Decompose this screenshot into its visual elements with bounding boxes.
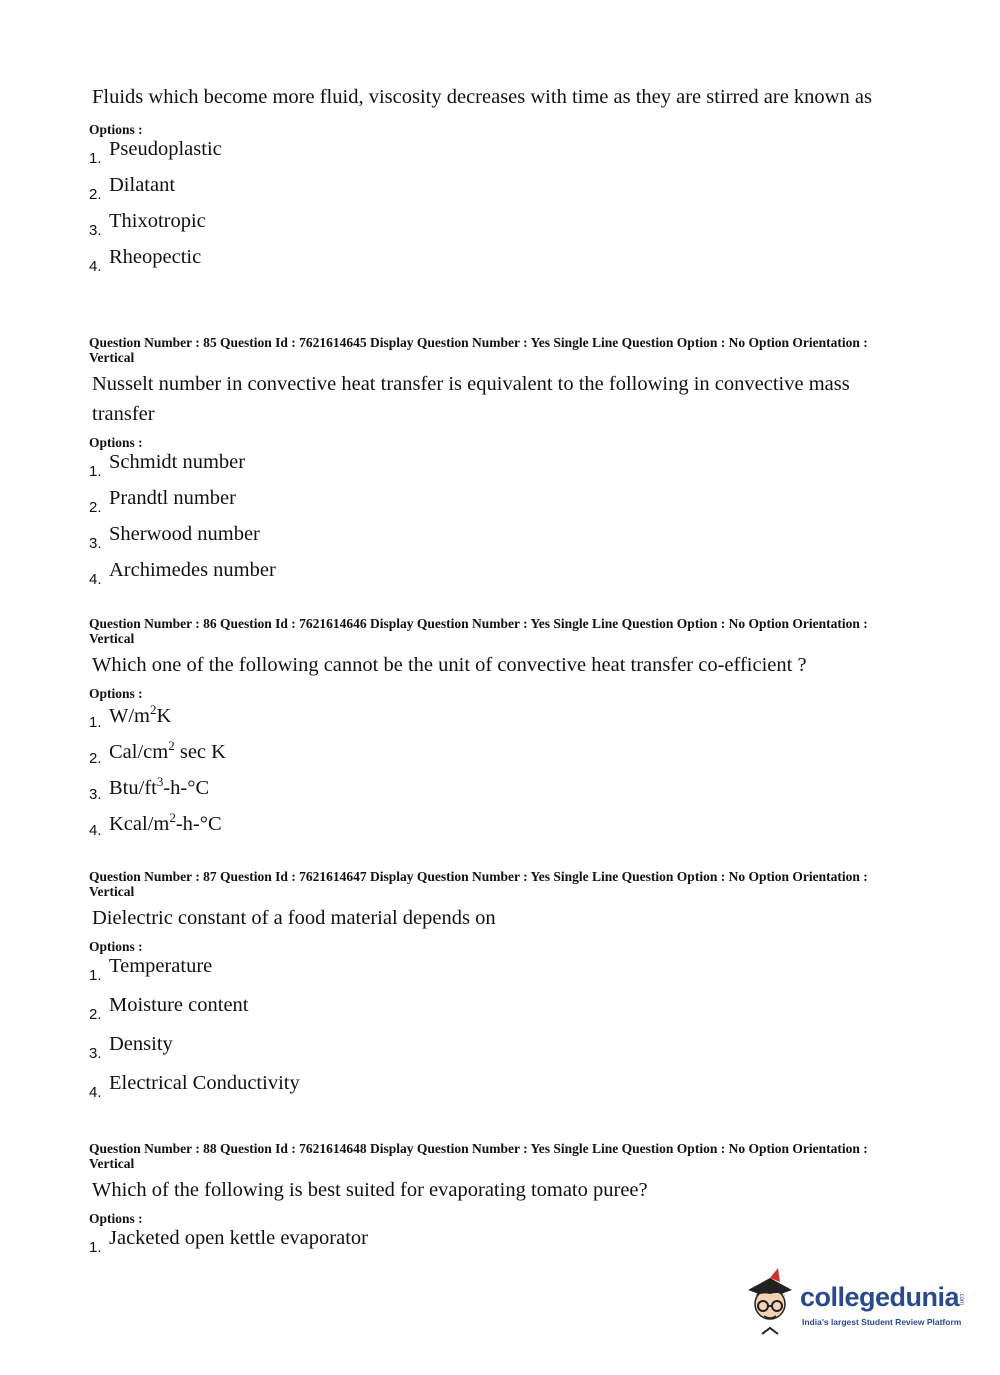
question-87 [89,869,879,1111]
question-88 [89,1141,879,1263]
option-2: 2. Prandtl number [89,487,236,516]
options-label: Options : [89,122,143,137]
option-2: 2. Dilatant [89,174,176,203]
options-label: Options : [89,435,143,450]
option-1: 1. Jacketed open kettle evaporator [89,1227,368,1256]
question-85 [89,335,879,595]
option-4: 4. Rheopectic [89,246,202,275]
collegedunia-logo [740,1268,970,1340]
question-text: Which of the following is best suited for evaporating tomato puree? [92,1179,648,1201]
options-label: Options : [89,939,143,954]
options-label: Options : [89,1211,143,1226]
option-3: 3. Btu/$ft^3-h-^\circ C$ [89,774,210,803]
option-1: 1. Schmidt number [89,451,246,480]
option-1: 1. $W/m^2K$ [89,702,172,731]
option-2: 2. Cal/$cm^2$ sec K [89,738,226,767]
question-meta: Question Number : 88 Question Id : 7621614648 Display Question Number : Yes Single Line Question Option : No Option Orientation : Vertical [89,1141,868,1171]
question-text: Fluids which become more fluid, viscosity decreases with time as they are stirred are known as [92,86,872,108]
options-label: Options : [89,686,143,701]
question-text: Which one of the following cannot be the unit of convective heat transfer co-efficient ? [92,654,807,676]
option-3: 3. Thixotropic [89,210,206,239]
question-meta: Question Number : 86 Question Id : 7621614646 Display Question Number : Yes Single Line Question Option : No Option Orientation : Vertical [89,616,868,646]
logo-wordmark: collegedunia [800,1282,960,1312]
mascot-icon [740,1268,798,1338]
question-meta: Question Number : 85 Question Id : 7621614645 Display Question Number : Yes Single Line Question Option : No Option Orientation : Vertical [89,335,868,365]
question-86 [89,616,879,846]
option-1: 1. Pseudoplastic [89,138,222,167]
option-3: 3. Density [89,1033,173,1062]
question-text: Nusselt number in convective heat transfer is equivalent to the following in convective mass transfer [92,373,850,425]
option-4: 4. Kcal/$m^2-h-^\circ C$ [89,810,222,839]
question-84 [89,82,879,282]
question-meta: Question Number : 87 Question Id : 7621614647 Display Question Number : Yes Single Line Question Option : No Option Orientation : Vertical [89,869,868,899]
logo-suffix: .com [958,1292,964,1306]
option-2: 2. Moisture content [89,994,249,1023]
option-4: 4. Archimedes number [89,559,276,588]
option-1: 1. Temperature [89,955,213,984]
option-4: 4. Electrical Conductivity [89,1072,300,1101]
option-3: 3. Sherwood number [89,523,260,552]
logo-tagline: India's largest Student Review Platform [802,1317,962,1327]
question-text: Dielectric constant of a food material depends on [92,907,496,929]
